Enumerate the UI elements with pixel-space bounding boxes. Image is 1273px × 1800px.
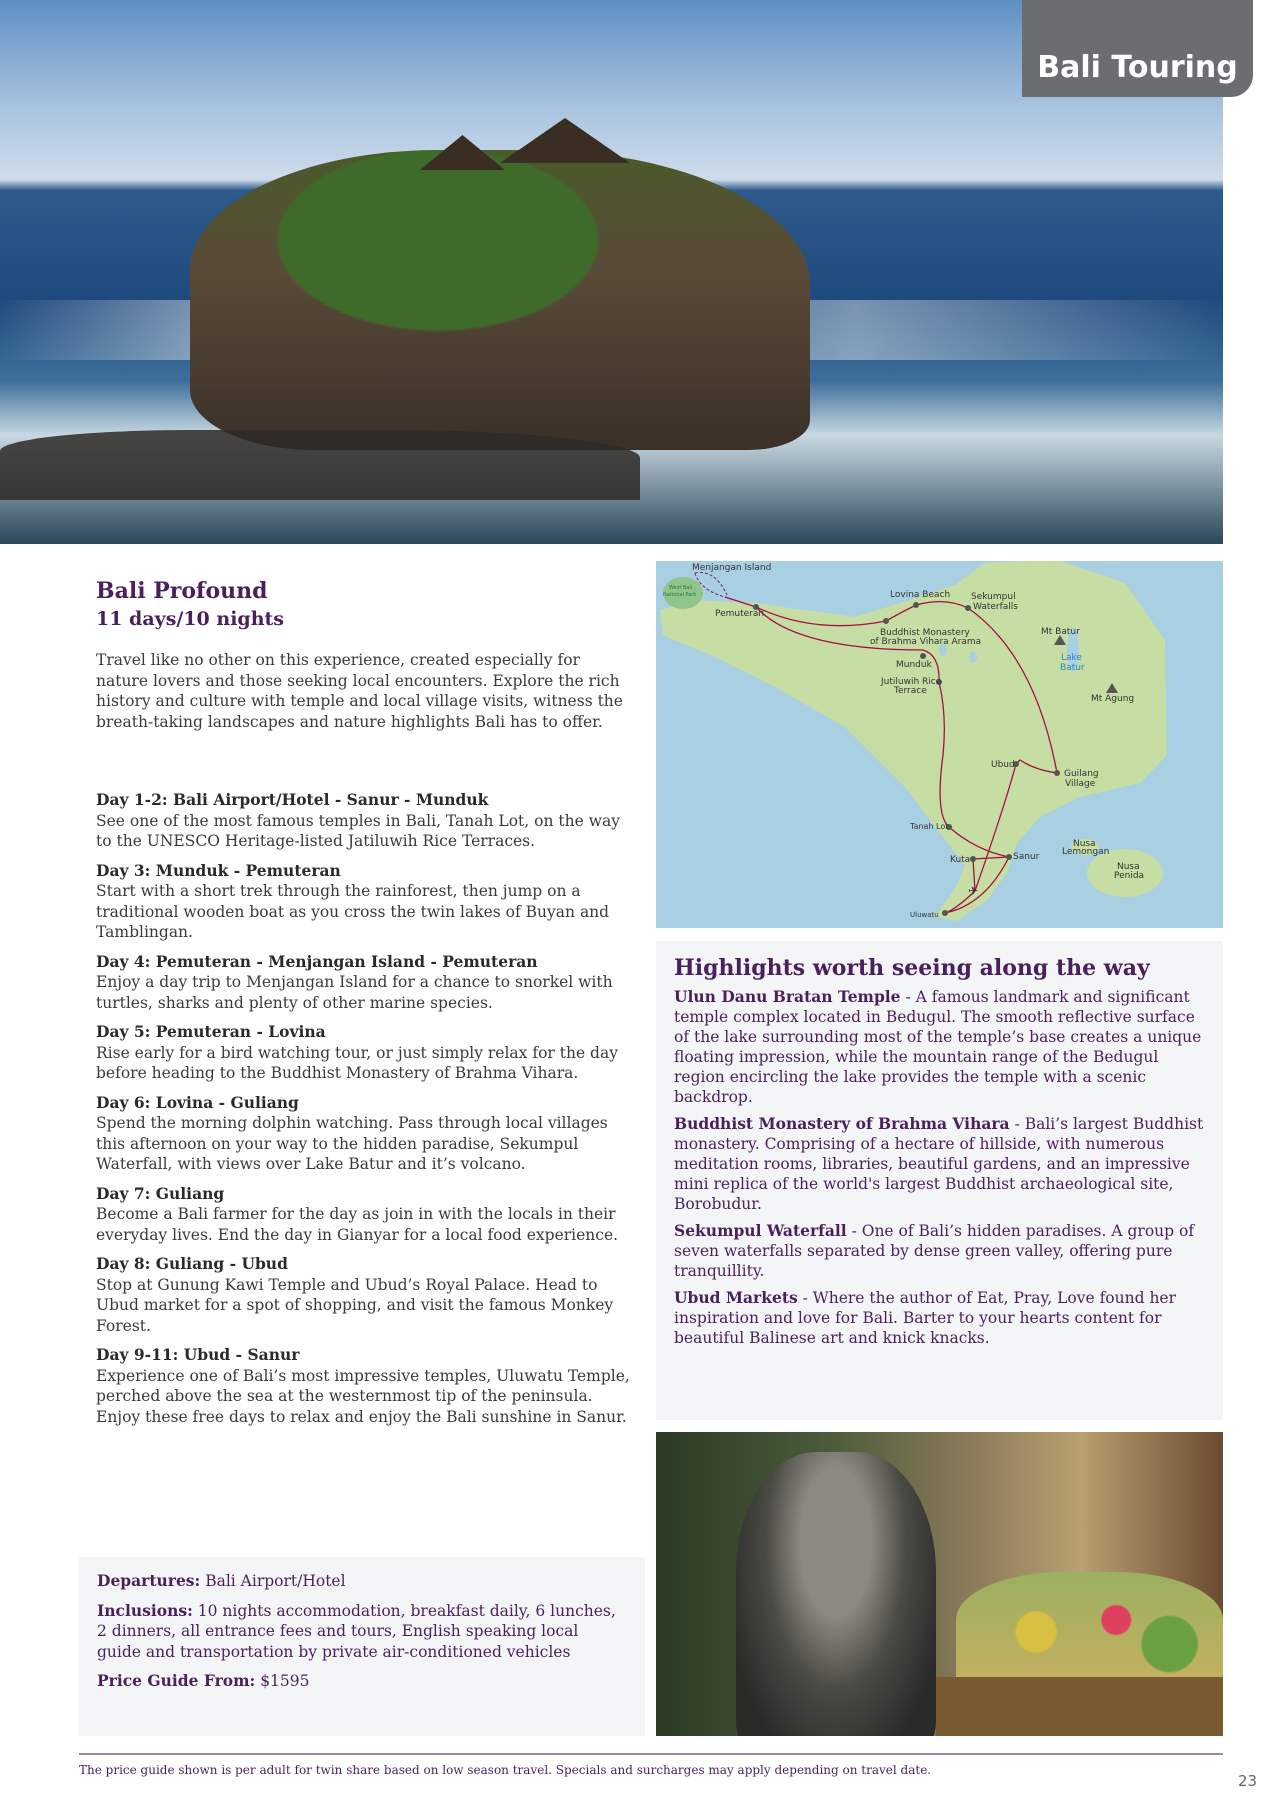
itinerary-day <box>96 1022 631 1084</box>
tour-details-box <box>79 1557 645 1736</box>
day-title: Day 3: Munduk - Pemuteran <box>96 860 341 880</box>
day-title: Day 8: Guliang - Ubud <box>96 1254 288 1273</box>
map-label: Lake <box>1061 653 1082 663</box>
highlight-name: Buddhist Monastery of Brahma Vihara <box>674 1114 1010 1133</box>
section-tab: Bali Touring <box>1022 0 1253 97</box>
map-label: Kuta <box>950 855 971 865</box>
highlight-item <box>674 1288 1205 1348</box>
map-label: Batur <box>1060 663 1085 673</box>
photo-temple-statue-offerings <box>656 1432 1223 1736</box>
map-label: Menjangan Island <box>692 563 772 573</box>
map-label: Ubud <box>991 760 1015 770</box>
map-label: National Park <box>663 592 697 598</box>
highlight-item <box>674 1114 1205 1214</box>
itinerary-day <box>96 790 631 852</box>
itinerary-day <box>96 1184 631 1246</box>
map-label: West Bali <box>669 585 693 591</box>
day-text: Rise early for a bird watching tour, or just simply relax for the day before heading to the Buddhist Monastery of Brahma Vihara. <box>96 1043 618 1082</box>
day-title: Day 5: Pemuteran - Lovina <box>96 1022 326 1041</box>
departures: Departures: Bali Airport/Hotel <box>97 1571 346 1590</box>
itinerary-day <box>96 952 631 1014</box>
route-map <box>656 561 1223 928</box>
map-label: Nusa <box>1073 839 1096 849</box>
itinerary <box>96 790 631 1436</box>
map-label: Buddhist Monastery <box>880 628 970 638</box>
map-label: Mt Agung <box>1091 694 1135 704</box>
highlight-text: - Bali’s largest Buddhist monastery. Comprising of a hectare of hillside, with numerous meditation rooms, libraries, beautiful gardens, and an impressive mini replica of the world's largest Buddhist archaeological site, Borobudur. <box>674 1115 1204 1213</box>
highlight-item <box>674 987 1205 1107</box>
day-title: Day 6: Lovina - Guliang <box>96 1092 299 1112</box>
itinerary-day <box>96 1254 631 1336</box>
day-text: Experience one of Bali’s most impressive temples, Uluwatu Temple, perched above the sea at the westernmost tip of the peninsula. Enjoy these free days to relax and enjoy the Bali sunshine in Sanur. <box>96 1366 630 1426</box>
day-text: See one of the most famous temples in Bali, Tanah Lot, on the way to the UNESCO Heritage-listed Jatiluwih Rice Terraces. <box>96 811 620 850</box>
day-text: Stop at Gunung Kawi Temple and Ubud’s Royal Palace. Head to Ubud market for a spot of shopping, and visit the famous Monkey Forest. <box>96 1275 614 1335</box>
highlight-name: Sekumpul Waterfall <box>674 1221 847 1240</box>
day-title: Day 4: Pemuteran - Menjangan Island - Pemuteran <box>96 951 538 971</box>
itinerary-day <box>96 1345 631 1427</box>
inclusions: Inclusions: 10 nights accommodation, breakfast daily, 6 lunches, 2 dinners, all entrance fees and tours, English speaking local guide and transportation by private air-conditioned vehicles <box>97 1600 616 1661</box>
day-text: Start with a short trek through the rainforest, then jump on a traditional wooden boat as you cross the twin lakes of Buyan and Tamblingan. <box>96 882 610 941</box>
map-label: Sekumpul <box>971 592 1016 602</box>
day-title: Day 1-2: Bali Airport/Hotel - Sanur - Munduk <box>96 790 489 809</box>
map-label: Penida <box>1114 871 1145 881</box>
tour-title: Bali Profound <box>96 578 268 604</box>
map-label: Mt Batur <box>1041 627 1080 637</box>
map-label: Uluwatu <box>910 911 939 919</box>
airport-icon: ✈ <box>968 884 979 898</box>
day-title: Day 9-11: Ubud - Sanur <box>96 1345 300 1364</box>
map-label: of Brahma Vihara Arama <box>870 637 982 647</box>
tour-intro: Travel like no other on this experience, created especially for nature lovers and those seeking local encounters. Explore the rich history and culture with temple and local village visits, witness the breath-taking landscapes and nature highlights Bali has to offer. <box>96 651 623 731</box>
highlight-item <box>674 1221 1205 1281</box>
map-label: Terrace <box>894 686 927 696</box>
map-label: Munduk <box>896 660 932 670</box>
footer-disclaimer: The price guide shown is per adult for twin share based on low season travel. Specials and surcharges may apply depending on travel date. <box>79 1763 932 1777</box>
map-label: Village <box>1065 779 1096 789</box>
map-label: Pemuteran <box>715 609 765 619</box>
map-label: Nusa <box>1117 862 1140 872</box>
highlight-text: - One of Bali’s hidden paradises. A group of seven waterfalls separated by dense green valley, offering pure tranquillity. <box>674 1222 1195 1280</box>
price-guide: Price Guide From: $1595 <box>97 1671 310 1690</box>
day-title: Day 7: Guliang <box>96 1183 225 1203</box>
tour-duration: 11 days/10 nights <box>96 608 284 630</box>
map-label: Sanur <box>1013 852 1040 862</box>
map-label: Tanah Lot <box>910 822 949 831</box>
highlight-text: - A famous landmark and significant temple complex located in Bedugul. The smooth reflective surface of the lake surrounding most of the temple’s base creates a unique floating impression, while the mountain range of the Bedugul region encircling the lake provides the temple with a scenic backdrop. <box>674 988 1202 1106</box>
day-text: Spend the morning dolphin watching. Pass through local villages this afternoon on your way to the hidden paradise, Sekumpul Waterfall, with views over Lake Batur and it’s volcano. <box>96 1114 608 1173</box>
map-label: Guilang <box>1064 769 1099 779</box>
map-label: Waterfalls <box>973 602 1018 612</box>
day-text: Enjoy a day trip to Menjangan Island for a chance to snorkel with turtles, sharks and plenty of other marine species. <box>96 973 613 1012</box>
footer-divider <box>79 1753 1223 1755</box>
map-label: Lemongan <box>1062 847 1110 857</box>
itinerary-day <box>96 1093 631 1175</box>
day-text: Become a Bali farmer for the day as join in with the locals in their everyday lives. End the day in Gianyar for a local food experience. <box>96 1205 619 1244</box>
itinerary-day <box>96 861 631 943</box>
map-label: Lovina Beach <box>890 590 951 600</box>
page-number: 23 <box>1238 1772 1258 1790</box>
map-label: Jutiluwih Rice <box>881 677 942 687</box>
highlights-title: Highlights worth seeing along the way <box>674 955 1150 981</box>
highlight-name: Ulun Danu Bratan Temple <box>674 987 901 1006</box>
highlights-panel <box>656 941 1223 1420</box>
highlight-name: Ubud Markets <box>674 1288 798 1307</box>
highlight-text: - Where the author of Eat, Pray, Love found her inspiration and love for Bali. Barter to your hearts content for beautiful Balinese art and knick knacks. <box>674 1289 1177 1347</box>
